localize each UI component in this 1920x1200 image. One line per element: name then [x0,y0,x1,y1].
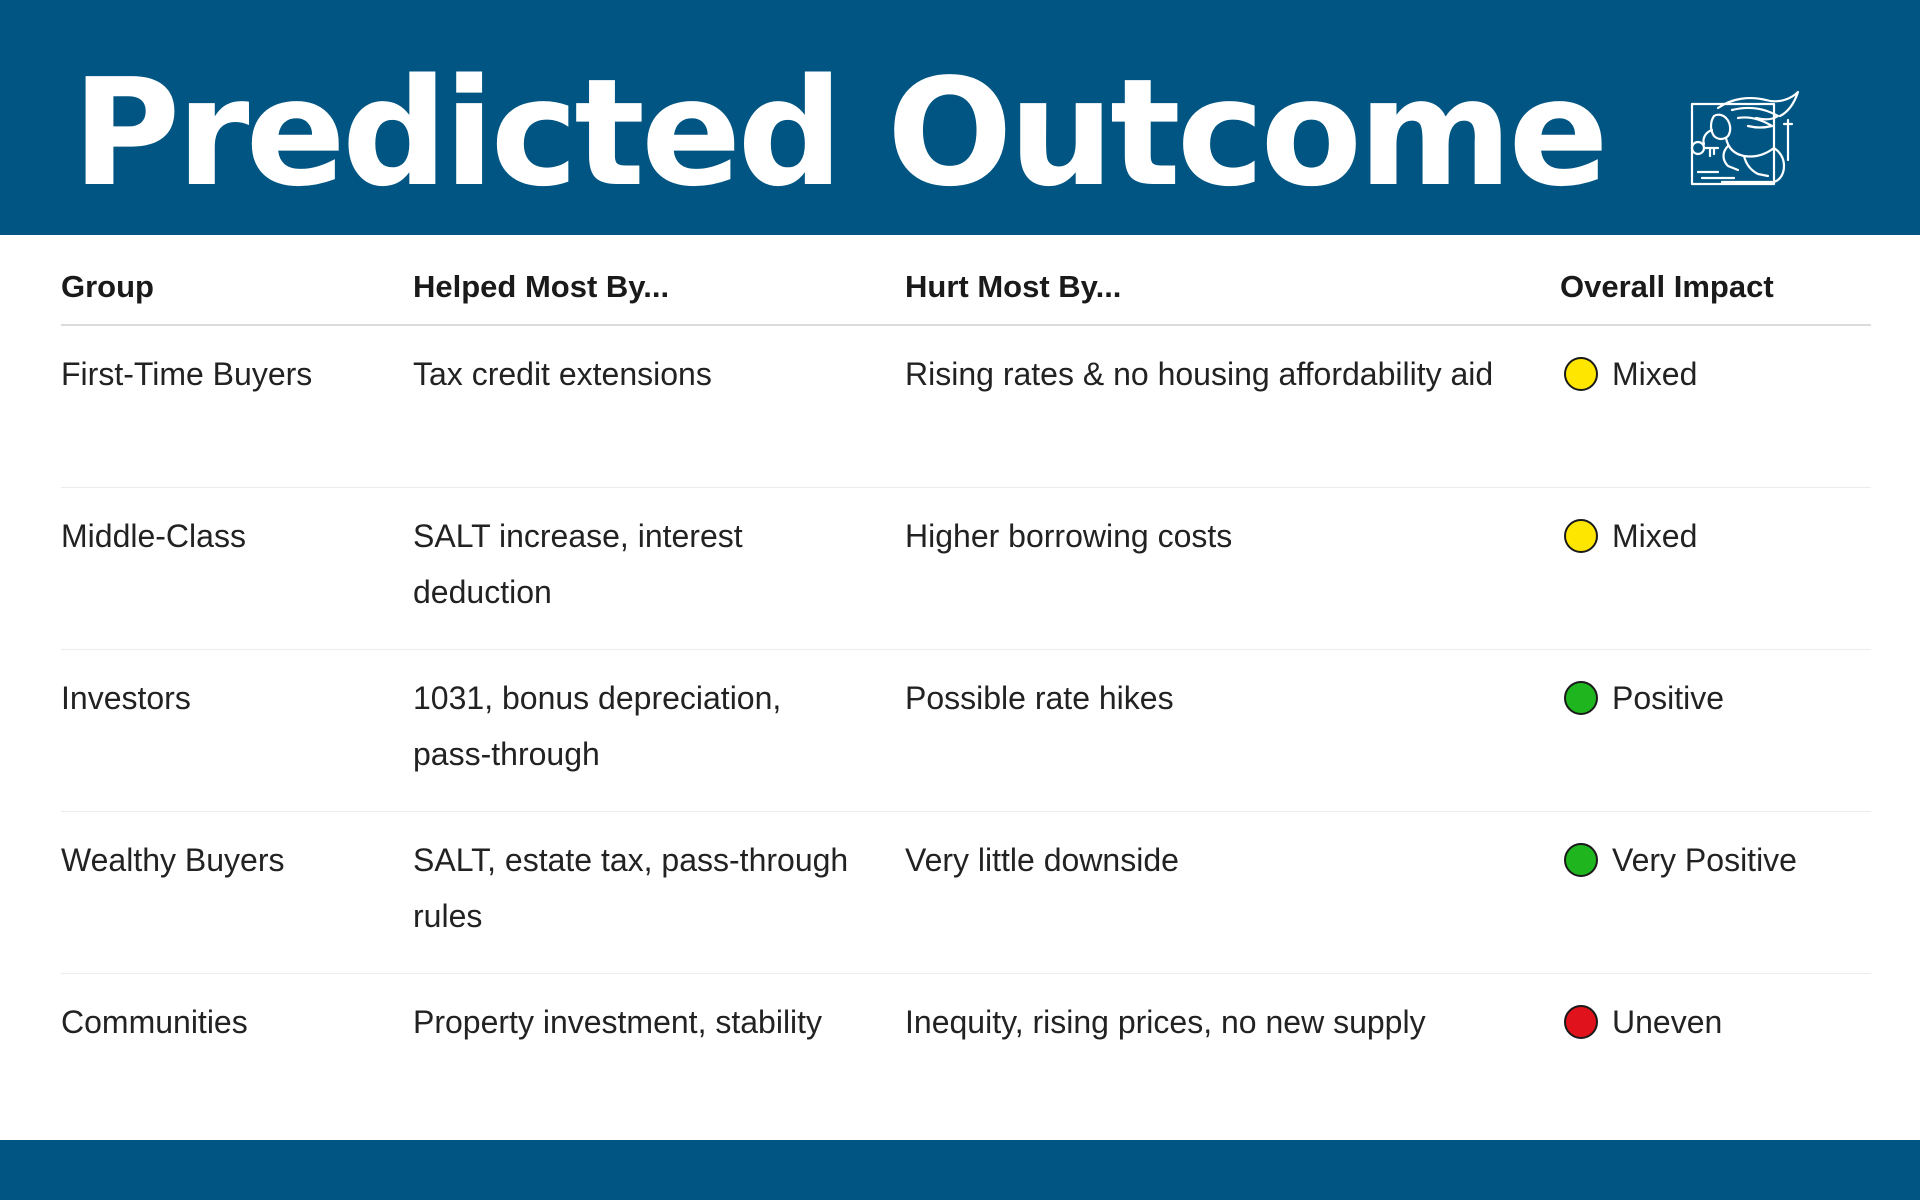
green-circle-icon [1564,843,1598,877]
table-row [61,325,1871,487]
impact-cell [1560,487,1871,649]
group-cell: Investors [61,649,413,811]
impact-label: Very Positive [1612,841,1797,878]
impact-cell [1560,811,1871,973]
page-title: Predicted Outcome [72,47,1605,219]
impact-cell [1560,325,1871,487]
hurt-cell: Very little downside [905,811,1560,973]
column-header-group: Group [61,235,413,325]
green-circle-icon [1564,681,1598,715]
impact-label: Mixed [1612,517,1698,554]
red-circle-icon [1564,1005,1598,1039]
column-header-helped: Helped Most By... [413,235,905,325]
group-cell: Communities [61,1003,248,1040]
helped-cell: Tax credit extensions [413,325,905,487]
helped-cell: 1031, bonus depreciation, pass-through [413,649,905,811]
group-cell: First-Time Buyers [61,325,413,487]
group-cell: Wealthy Buyers [61,811,413,973]
hurt-cell: Rising rates & no housing affordability aid [905,325,1560,487]
column-header-hurt: Hurt Most By... [905,235,1560,325]
helped-cell: SALT, estate tax, pass-through rules [413,811,905,973]
yellow-circle-icon [1564,519,1598,553]
table-row [61,811,1871,973]
impact-cell [1560,973,1871,1135]
helped-cell: Property investment, stability [413,1003,823,1040]
table-row [61,649,1871,811]
hurt-cell: Possible rate hikes [905,649,1560,811]
impact-label: Positive [1612,679,1725,716]
footer-bar [0,1140,1920,1200]
yellow-circle-icon [1564,357,1598,391]
impact-label: Uneven [1612,1003,1723,1040]
hurt-cell: Higher borrowing costs [905,487,1560,649]
hurt-cell: Inequity, rising prices, no new supply [905,1003,1426,1040]
winged-lion-logo-icon [1688,90,1802,188]
impact-cell [1560,649,1871,811]
helped-cell: SALT increase, interest deduction [413,487,905,649]
header-banner [0,0,1920,235]
outcome-table [61,235,1871,1135]
table-row [61,973,1871,1135]
outcome-table-container [61,235,1871,1135]
group-cell: Middle-Class [61,487,413,649]
impact-label: Mixed [1612,356,1698,392]
table-header-row [61,235,1871,325]
column-header-impact: Overall Impact [1560,235,1871,325]
table-row [61,487,1871,649]
